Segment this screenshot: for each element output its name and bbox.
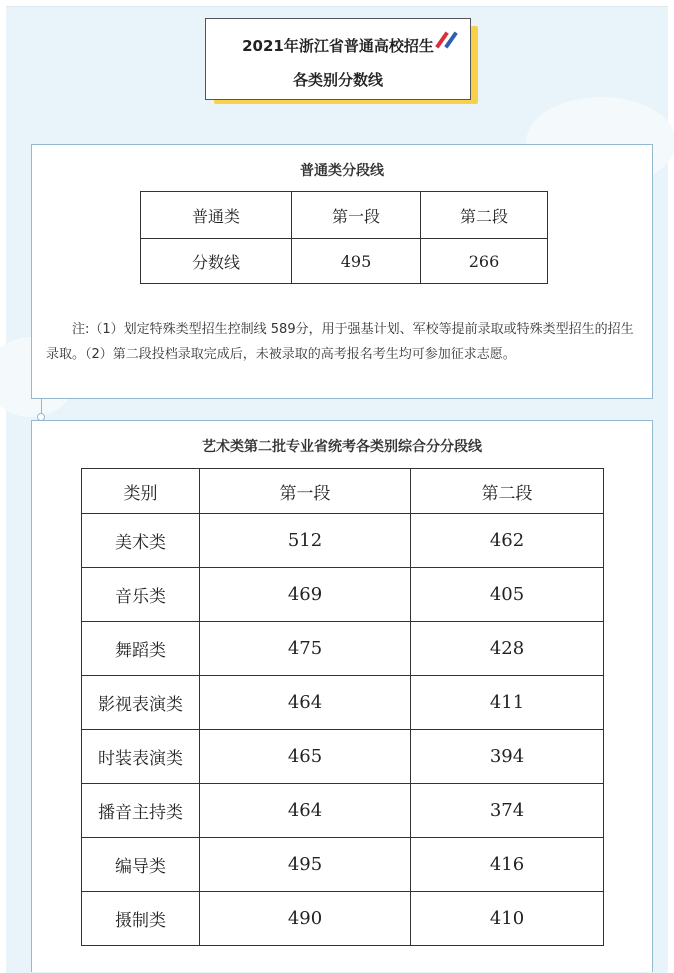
table-cell: 462 <box>411 514 604 568</box>
category-cell: 音乐类 <box>82 568 200 622</box>
table-header-cell: 第一段 <box>200 469 411 514</box>
category-cell: 编导类 <box>82 838 200 892</box>
category-cell: 时装表演类 <box>82 730 200 784</box>
table-row <box>82 892 604 946</box>
table-row <box>82 784 604 838</box>
table-row <box>82 568 604 622</box>
table-header-cell: 第一段 <box>292 192 421 239</box>
table-header-cell: 第二段 <box>411 469 604 514</box>
table-header-row <box>82 469 604 514</box>
table-cell: 512 <box>200 514 411 568</box>
table-header-row <box>141 192 548 239</box>
page-title <box>205 18 471 100</box>
table-row <box>82 676 604 730</box>
table-row <box>141 239 548 284</box>
table-cell: 475 <box>200 622 411 676</box>
table-row <box>82 622 604 676</box>
table-cell: 464 <box>200 676 411 730</box>
table-cell: 374 <box>411 784 604 838</box>
table-cell: 分数线 <box>141 239 292 284</box>
title-line-2: 各类别分数线 <box>292 71 383 89</box>
table-cell: 411 <box>411 676 604 730</box>
category-cell: 舞蹈类 <box>82 622 200 676</box>
table-cell: 465 <box>200 730 411 784</box>
table-cell: 266 <box>421 239 548 284</box>
general-section-title: 普通类分段线 <box>300 163 384 179</box>
category-cell: 播音主持类 <box>82 784 200 838</box>
table-cell: 490 <box>200 892 411 946</box>
table-cell: 495 <box>292 239 421 284</box>
category-cell: 摄制类 <box>82 892 200 946</box>
table-row <box>82 514 604 568</box>
table-cell: 428 <box>411 622 604 676</box>
category-cell: 影视表演类 <box>82 676 200 730</box>
art-section-title: 艺术类第二批专业省统考各类别综合分分段线 <box>202 439 482 455</box>
general-score-table <box>140 191 548 284</box>
general-note: 注:（1）划定特殊类型招生控制线 589分，用于强基计划、军校等提前录取或特殊类型招生的招生录取。（2）第二段投档录取完成后，未被录取的高考报名考生均可参加征求志愿。 <box>46 322 634 362</box>
table-cell: 394 <box>411 730 604 784</box>
general-score-panel <box>31 144 653 399</box>
table-cell: 405 <box>411 568 604 622</box>
table-cell: 464 <box>200 784 411 838</box>
table-header-cell: 第二段 <box>421 192 548 239</box>
table-header-cell: 类别 <box>82 469 200 514</box>
table-cell: 469 <box>200 568 411 622</box>
art-score-table <box>81 468 604 946</box>
title-line-1: 2021年浙江省普通高校招生 <box>242 37 434 55</box>
table-row <box>82 730 604 784</box>
table-row <box>82 838 604 892</box>
category-cell: 美术类 <box>82 514 200 568</box>
table-header-cell: 普通类 <box>141 192 292 239</box>
table-cell: 410 <box>411 892 604 946</box>
table-cell: 416 <box>411 838 604 892</box>
art-score-panel <box>31 420 653 972</box>
table-cell: 495 <box>200 838 411 892</box>
